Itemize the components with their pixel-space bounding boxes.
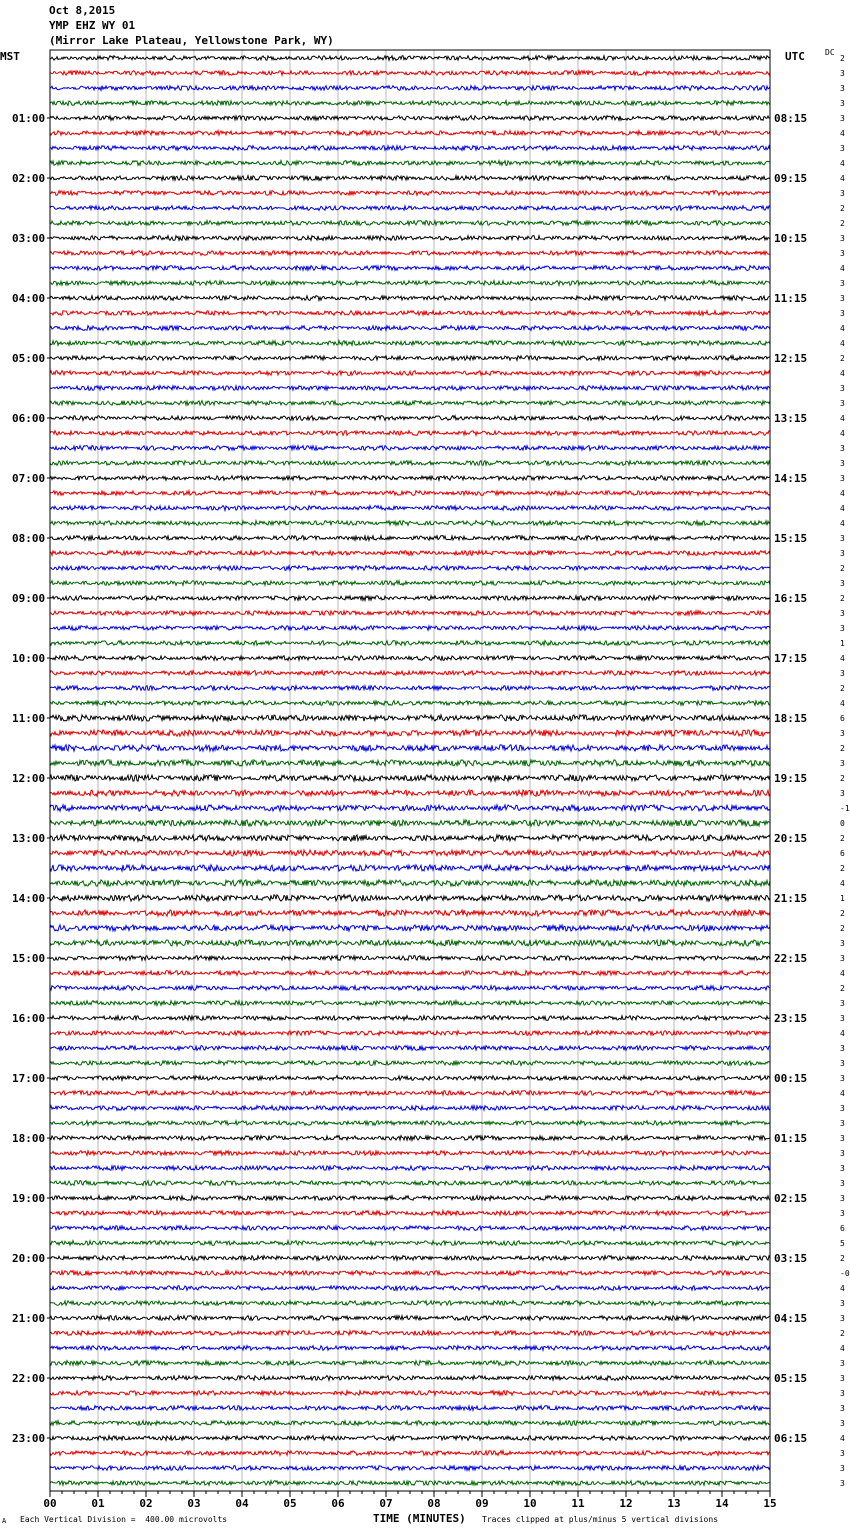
- dc-value: 2: [840, 354, 845, 363]
- utc-hour-label: 18:15: [774, 712, 808, 725]
- trace-row-52: [50, 835, 770, 841]
- dc-value: 2: [840, 1254, 845, 1263]
- dc-value: 3: [840, 669, 845, 678]
- trace-row-27: [50, 461, 770, 466]
- trace-row-14: [50, 266, 770, 271]
- dc-value: 3: [840, 1209, 845, 1218]
- dc-value: 4: [840, 1284, 845, 1293]
- trace-row-5: [50, 131, 770, 136]
- utc-hour-label: 14:15: [774, 472, 808, 485]
- trace-row-48: [50, 775, 770, 781]
- dc-value: 3: [840, 789, 845, 798]
- dc-value: -1: [840, 804, 850, 813]
- trace-row-60: [50, 956, 770, 961]
- dc-value: 3: [840, 534, 845, 543]
- trace-row-68: [50, 1076, 770, 1081]
- trace-row-15: [50, 281, 770, 286]
- dc-value: 4: [840, 324, 845, 333]
- trace-row-73: [50, 1151, 770, 1156]
- trace-row-71: [50, 1121, 770, 1126]
- mst-hour-label: 05:00: [12, 352, 46, 365]
- dc-value: 2: [840, 564, 845, 573]
- dc-value: 4: [840, 969, 845, 978]
- mst-hour-label: 17:00: [12, 1072, 46, 1085]
- dc-value: 4: [840, 174, 845, 183]
- x-tick-label: 14: [715, 1497, 729, 1510]
- trace-row-59: [50, 940, 770, 946]
- mst-hour-label: 20:00: [12, 1252, 46, 1265]
- dc-value: 3: [840, 309, 845, 318]
- trace-row-61: [50, 971, 770, 976]
- mst-hour-label: 07:00: [12, 472, 46, 485]
- trace-row-55: [50, 880, 770, 886]
- dc-value: 2: [840, 204, 845, 213]
- trace-row-16: [50, 296, 770, 301]
- dc-value: 3: [840, 144, 845, 153]
- utc-hour-label: 19:15: [774, 772, 808, 785]
- trace-row-58: [50, 925, 770, 931]
- axis-labels: [12, 54, 850, 1510]
- mst-hour-label: 08:00: [12, 532, 46, 545]
- utc-hour-label: 15:15: [774, 532, 808, 545]
- dc-value: 3: [840, 1359, 845, 1368]
- trace-row-54: [50, 865, 770, 871]
- dc-value: 4: [840, 504, 845, 513]
- mst-label: MST: [0, 50, 20, 63]
- dc-value: 3: [840, 759, 845, 768]
- x-tick-label: 08: [427, 1497, 441, 1510]
- trace-row-72: [50, 1136, 770, 1141]
- trace-row-46: [50, 745, 770, 751]
- trace-row-32: [50, 536, 770, 541]
- dc-value: 3: [840, 444, 845, 453]
- mst-hour-label: 23:00: [12, 1432, 46, 1445]
- dc-value: 6: [840, 714, 845, 723]
- utc-hour-label: 04:15: [774, 1312, 808, 1325]
- trace-row-34: [50, 566, 770, 571]
- utc-hour-label: 11:15: [774, 292, 808, 305]
- dc-value: 4: [840, 369, 845, 378]
- utc-hour-label: 00:15: [774, 1072, 808, 1085]
- trace-row-76: [50, 1196, 770, 1201]
- trace-row-41: [50, 671, 770, 676]
- dc-value: 3: [840, 549, 845, 558]
- dc-value: 3: [840, 114, 845, 123]
- trace-row-95: [50, 1481, 770, 1486]
- dc-value: 4: [840, 1089, 845, 1098]
- dc-value: 3: [840, 1299, 845, 1308]
- dc-value: 3: [840, 1119, 845, 1128]
- dc-value: 2: [840, 984, 845, 993]
- trace-row-29: [50, 491, 770, 496]
- trace-row-66: [50, 1046, 770, 1051]
- trace-row-82: [50, 1286, 770, 1291]
- dc-value: 2: [840, 219, 845, 228]
- utc-hour-label: 06:15: [774, 1432, 808, 1445]
- mst-hour-label: 13:00: [12, 832, 46, 845]
- trace-row-90: [50, 1406, 770, 1411]
- trace-row-80: [50, 1256, 770, 1261]
- x-tick-label: 15: [763, 1497, 777, 1510]
- x-tick-label: 02: [139, 1497, 153, 1510]
- trace-row-30: [50, 506, 770, 511]
- trace-row-13: [50, 251, 770, 256]
- utc-hour-label: 02:15: [774, 1192, 808, 1205]
- utc-hour-label: 23:15: [774, 1012, 808, 1025]
- mst-hour-label: 09:00: [12, 592, 46, 605]
- trace-row-51: [50, 820, 770, 826]
- utc-hour-label: 22:15: [774, 952, 808, 965]
- trace-row-17: [50, 311, 770, 316]
- trace-row-62: [50, 986, 770, 991]
- scale-mark: A: [2, 1517, 7, 1525]
- trace-row-84: [50, 1316, 770, 1321]
- x-axis-title: TIME (MINUTES): [373, 1512, 466, 1525]
- trace-row-19: [50, 341, 770, 346]
- dc-value: 1: [840, 894, 845, 903]
- trace-row-93: [50, 1451, 770, 1456]
- dc-value: 3: [840, 399, 845, 408]
- trace-row-44: [50, 715, 770, 721]
- mst-hour-label: 02:00: [12, 172, 46, 185]
- dc-value: 3: [840, 1419, 845, 1428]
- x-tick-label: 13: [667, 1497, 681, 1510]
- dc-value: 3: [840, 609, 845, 618]
- dc-value: 4: [840, 699, 845, 708]
- trace-row-2: [50, 86, 770, 91]
- dc-value: 6: [840, 849, 845, 858]
- mst-hour-label: 22:00: [12, 1372, 46, 1385]
- scale-note: Each Vertical Division = 400.00 microvolts: [20, 1515, 228, 1524]
- dc-value: 3: [840, 1389, 845, 1398]
- dc-value: 2: [840, 864, 845, 873]
- mst-hour-label: 04:00: [12, 292, 46, 305]
- trace-row-50: [50, 805, 770, 811]
- dc-value: 4: [840, 264, 845, 273]
- dc-value: 3: [840, 1374, 845, 1383]
- trace-row-70: [50, 1106, 770, 1111]
- dc-value: -0: [840, 1269, 850, 1278]
- dc-value: 4: [840, 489, 845, 498]
- trace-row-11: [50, 221, 770, 226]
- trace-row-91: [50, 1421, 770, 1426]
- x-tick-label: 10: [523, 1497, 537, 1510]
- trace-row-87: [50, 1361, 770, 1366]
- dc-value: 3: [840, 999, 845, 1008]
- dc-value: 3: [840, 84, 845, 93]
- trace-row-40: [50, 656, 770, 661]
- trace-row-69: [50, 1091, 770, 1096]
- dc-value: 3: [840, 1014, 845, 1023]
- trace-row-8: [50, 176, 770, 181]
- trace-row-49: [50, 790, 770, 796]
- trace-row-33: [50, 551, 770, 556]
- clip-note: Traces clipped at plus/minus 5 vertical divisions: [482, 1515, 719, 1524]
- date-label: Oct 8,2015: [49, 4, 116, 17]
- trace-row-63: [50, 1001, 770, 1006]
- trace-row-6: [50, 146, 770, 151]
- dc-value: 0: [840, 819, 845, 828]
- dc-value: 3: [840, 1134, 845, 1143]
- utc-hour-label: 13:15: [774, 412, 808, 425]
- dc-value: 4: [840, 879, 845, 888]
- dc-value: 4: [840, 1434, 845, 1443]
- trace-row-74: [50, 1166, 770, 1171]
- mst-hour-label: 11:00: [12, 712, 46, 725]
- dc-value: 2: [840, 924, 845, 933]
- mst-hour-label: 14:00: [12, 892, 46, 905]
- dc-value: 3: [840, 579, 845, 588]
- trace-row-45: [50, 730, 770, 736]
- mst-hour-label: 19:00: [12, 1192, 46, 1205]
- trace-row-28: [50, 476, 770, 481]
- trace-row-22: [50, 386, 770, 391]
- trace-row-43: [50, 701, 770, 706]
- trace-row-89: [50, 1391, 770, 1396]
- mst-hour-label: 15:00: [12, 952, 46, 965]
- dc-value: 3: [840, 624, 845, 633]
- trace-row-88: [50, 1376, 770, 1381]
- dc-value: 4: [840, 129, 845, 138]
- dc-value: 3: [840, 294, 845, 303]
- trace-row-47: [50, 760, 770, 766]
- utc-hour-label: 16:15: [774, 592, 808, 605]
- x-tick-label: 12: [619, 1497, 633, 1510]
- trace-row-12: [50, 236, 770, 241]
- trace-row-86: [50, 1346, 770, 1351]
- trace-row-85: [50, 1331, 770, 1336]
- x-tick-label: 04: [235, 1497, 249, 1510]
- x-tick-label: 03: [187, 1497, 201, 1510]
- dc-value: 2: [840, 1329, 845, 1338]
- dc-value: 3: [840, 384, 845, 393]
- trace-row-42: [50, 686, 770, 691]
- trace-row-65: [50, 1031, 770, 1036]
- utc-hour-label: 03:15: [774, 1252, 808, 1265]
- dc-value: 4: [840, 1029, 845, 1038]
- trace-row-25: [50, 431, 770, 436]
- trace-row-21: [50, 371, 770, 376]
- trace-row-56: [50, 895, 770, 901]
- trace-row-81: [50, 1271, 770, 1276]
- utc-hour-label: 05:15: [774, 1372, 808, 1385]
- utc-hour-label: 08:15: [774, 112, 808, 125]
- trace-row-77: [50, 1211, 770, 1216]
- x-tick-label: 01: [91, 1497, 105, 1510]
- trace-row-37: [50, 611, 770, 616]
- dc-value: 5: [840, 1239, 845, 1248]
- mst-hour-label: 03:00: [12, 232, 46, 245]
- dc-value: 3: [840, 939, 845, 948]
- mst-hour-label: 06:00: [12, 412, 46, 425]
- trace-row-79: [50, 1241, 770, 1246]
- mst-hour-label: 01:00: [12, 112, 46, 125]
- dc-value: 3: [840, 1449, 845, 1458]
- dc-value: 3: [840, 249, 845, 258]
- utc-label: UTC: [785, 50, 805, 63]
- dc-value: 3: [840, 1404, 845, 1413]
- mst-hour-label: 21:00: [12, 1312, 46, 1325]
- dc-value: 2: [840, 594, 845, 603]
- dc-value: 4: [840, 654, 845, 663]
- trace-row-0: [50, 56, 770, 61]
- dc-value: 1: [840, 639, 845, 648]
- dc-value: 3: [840, 1179, 845, 1188]
- trace-row-9: [50, 191, 770, 196]
- trace-row-83: [50, 1301, 770, 1306]
- dc-value: 3: [840, 69, 845, 78]
- utc-hour-label: 10:15: [774, 232, 808, 245]
- trace-row-4: [50, 116, 770, 121]
- x-tick-label: 05: [283, 1497, 297, 1510]
- dc-value: 3: [840, 1059, 845, 1068]
- trace-row-57: [50, 910, 770, 916]
- dc-value: 2: [840, 834, 845, 843]
- mst-hour-label: 12:00: [12, 772, 46, 785]
- x-tick-label: 11: [571, 1497, 585, 1510]
- trace-row-24: [50, 416, 770, 421]
- dc-value: 2: [840, 774, 845, 783]
- trace-row-35: [50, 581, 770, 586]
- mst-hour-label: 16:00: [12, 1012, 46, 1025]
- trace-row-94: [50, 1466, 770, 1471]
- dc-value: 3: [840, 1104, 845, 1113]
- trace-row-67: [50, 1061, 770, 1066]
- trace-row-78: [50, 1226, 770, 1231]
- dc-value: 3: [840, 1149, 845, 1158]
- trace-row-75: [50, 1181, 770, 1186]
- trace-row-31: [50, 521, 770, 526]
- dc-value: 6: [840, 1224, 845, 1233]
- x-tick-label: 07: [379, 1497, 393, 1510]
- x-tick-label: 06: [331, 1497, 345, 1510]
- dc-value: 4: [840, 519, 845, 528]
- utc-hour-label: 01:15: [774, 1132, 808, 1145]
- dc-value: 2: [840, 54, 845, 63]
- trace-row-7: [50, 161, 770, 166]
- dc-value: 3: [840, 1314, 845, 1323]
- dc-value: 4: [840, 429, 845, 438]
- dc-value: 4: [840, 159, 845, 168]
- dc-value: 2: [840, 684, 845, 693]
- dc-value: 3: [840, 1074, 845, 1083]
- trace-row-23: [50, 401, 770, 406]
- trace-row-39: [50, 641, 770, 646]
- mst-hour-label: 10:00: [12, 652, 46, 665]
- dc-value: 2: [840, 909, 845, 918]
- trace-row-26: [50, 446, 770, 451]
- trace-row-64: [50, 1016, 770, 1021]
- dc-value: 3: [840, 1464, 845, 1473]
- trace-row-10: [50, 206, 770, 211]
- trace-row-18: [50, 326, 770, 331]
- dc-value: 3: [840, 459, 845, 468]
- mst-hour-label: 18:00: [12, 1132, 46, 1145]
- utc-hour-label: 17:15: [774, 652, 808, 665]
- utc-hour-label: 20:15: [774, 832, 808, 845]
- seismic-traces: [50, 56, 770, 1486]
- dc-value: 3: [840, 189, 845, 198]
- x-tick-label: 09: [475, 1497, 489, 1510]
- trace-row-53: [50, 850, 770, 856]
- utc-hour-label: 09:15: [774, 172, 808, 185]
- dc-value: 2: [840, 744, 845, 753]
- utc-hour-label: 12:15: [774, 352, 808, 365]
- dc-value: 3: [840, 1194, 845, 1203]
- location-label: (Mirror Lake Plateau, Yellowstone Park, WY): [49, 34, 334, 47]
- x-tick-label: 00: [43, 1497, 57, 1510]
- utc-hour-label: 21:15: [774, 892, 808, 905]
- dc-value: 4: [840, 1344, 845, 1353]
- station-label: YMP EHZ WY 01: [49, 19, 136, 32]
- dc-value: 3: [840, 954, 845, 963]
- trace-row-38: [50, 626, 770, 631]
- trace-row-1: [50, 71, 770, 76]
- dc-value: 3: [840, 234, 845, 243]
- dc-value: 3: [840, 1479, 845, 1488]
- dc-value: 4: [840, 339, 845, 348]
- trace-row-20: [50, 356, 770, 361]
- dc-value: 4: [840, 414, 845, 423]
- dc-value: 3: [840, 99, 845, 108]
- dc-label: DC: [825, 48, 835, 57]
- dc-value: 3: [840, 279, 845, 288]
- dc-value: 3: [840, 1164, 845, 1173]
- dc-value: 3: [840, 1044, 845, 1053]
- trace-row-36: [50, 596, 770, 601]
- trace-row-92: [50, 1436, 770, 1441]
- trace-row-3: [50, 101, 770, 106]
- dc-value: 3: [840, 729, 845, 738]
- dc-value: 3: [840, 474, 845, 483]
